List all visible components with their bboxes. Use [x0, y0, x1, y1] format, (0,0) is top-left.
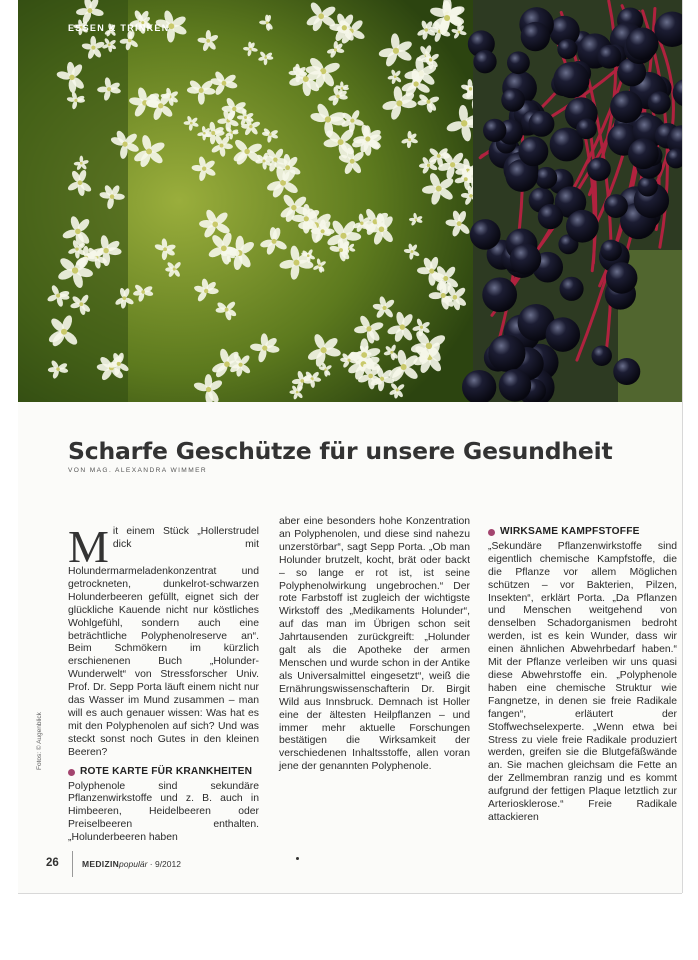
elderberry [648, 91, 671, 114]
article-headline: Scharfe Geschütze für unsere Gesundheit [68, 436, 613, 465]
elderberry [482, 277, 517, 312]
subhead-kampfstoffe-label: WIRKSAME KAMPFSTOFFE [500, 526, 640, 537]
magazine-issue [82, 859, 181, 869]
elderberry [638, 176, 658, 196]
elderberry [488, 335, 525, 372]
paragraph-column-3: „Sekundäre Pflanzenwirkstoffe sind eigentlich chemische Kampfstoffe, die die Pflanze vor allem Möglichen schützen – vor Bakterien, Pilzen, Insekten“, erklärt Porta. „Da Pflanzen und Menschen weitgehend von denselben Schadorganismen bedroht werden, ist es kein Wunder, dass wir einen ähnlichen Abwehrbedarf haben.“ Mit der Pflanze verleiben wir uns quasi diese Abwehrstoffe ein. „Polyphenole haben eine chemische Struktur wie Fangnetze, in denen sie freie Radikale fangen“, erläutert der Stoffwechselexperte. „Wenn etwa bei Stress zu viele freie Radikale produziert werden, greifen sie die Blutgefäßwände an. Sie machen gleichsam die Fette an der Zellmembran ranzig und es kommt aufgrund der fettigen Plaque letztlich zur Arteriosklerose.“ Freie Radikale attackieren [488, 540, 677, 823]
subhead-kampfstoffe [488, 526, 677, 539]
page-footer [18, 843, 682, 883]
elderberry [559, 277, 583, 301]
subhead-rote-karte-label: ROTE KARTE FÜR KRANKHEITEN [80, 765, 253, 777]
elderberry [507, 51, 530, 74]
elderberry [597, 45, 621, 69]
magazine-name: MEDIZIN [82, 859, 120, 869]
elderberry [473, 50, 496, 73]
text-column-2 [279, 516, 470, 774]
byline: VON MAG. ALEXANDRA WIMMER [68, 467, 208, 474]
text-column-1 [68, 521, 259, 845]
elderberry [521, 22, 550, 51]
footer-dot [296, 857, 299, 860]
elderberry [483, 119, 506, 142]
elderberry [576, 118, 597, 139]
elderberry [538, 204, 563, 229]
elderberry [604, 194, 628, 218]
elderberry [546, 317, 581, 352]
magazine-page [18, 0, 682, 893]
elderberry [557, 39, 577, 59]
elderberry [499, 369, 531, 401]
elderberry [626, 27, 659, 60]
elderflower-elderberry-photo [18, 0, 682, 402]
subhead-rote-karte [68, 766, 259, 779]
elderberry [510, 243, 541, 274]
elderberry [628, 138, 659, 169]
elderberry [529, 111, 555, 137]
elderberry [518, 136, 548, 166]
photo-credit: Fotos: © Augenblick [36, 712, 43, 770]
elderberry [606, 262, 638, 294]
elderberry [613, 358, 640, 385]
elderberry [610, 91, 642, 123]
elderberry [470, 219, 501, 250]
intro-paragraph: it einem Stück „Hollerstrudel dick mit Holundermarmeladenkonzentrat und getrockneten, dunkelrot-schwarzen Holunderbeeren gefüllt, eignet sich der glückliche Kauende nicht nur köstliches Wohlgefühl, sondern auch eine beträchtliche Polyphenolreserve an“. Beim Schmökern im kürzlich erschienenen Buch „Holunder-Wunderwelt“ von Stressforscher Univ. Prof. Dr. Sepp Porta läuft einem nicht nur das Wasser im Mund zusammen – man will es auch genauer wissen: Was hat es mit den Polyphenolen auf sich? Und was steckt sonst noch Gutes in den kleinen Beeren? [68, 526, 259, 758]
paragraph-column-2: aber eine besonders hohe Konzentration an Polyphenolen, und diese sind nahezu unzerstörbar“, sagt Sepp Porta. „Ob man Holunder brutzelt, kocht, brät oder backt – so lange er rot ist, ist seine Polyphenolwirkung ungebrochen.“ Der rote Farbstoff ist zugleich der wichtigste Wirkstoff des „Medikaments Holunder“, auf das man im Übrigen schon seit Jahrtausenden zurückgreift: „Holunder galt als die Apotheke der armen Menschen und wurde schon in der Antike als Universalmittel eingesetzt“, weiß die Ernährungswissenschafterin Dr. Birgit Wild aus Innsbruck. Demnach ist Holler eine der ältesten Heilpflanzen – und immer mehr aktuelle Forschungen bestätigen die Wirksamkeit der verschiedenen Inhaltsstoffe, allen voran jene der genannten Polyphenole. [279, 516, 470, 773]
elderberry [535, 167, 557, 189]
bullet-icon [488, 529, 495, 536]
footer-divider [72, 851, 73, 877]
drop-cap: M [68, 521, 109, 572]
elderberry [587, 157, 611, 181]
elderberry [600, 240, 621, 261]
section-label: ESSEN & TRINKEN [68, 23, 170, 33]
bullet-icon [68, 769, 75, 776]
elderberry [591, 345, 611, 365]
text-column-3 [488, 526, 677, 825]
elderberry [566, 210, 599, 243]
magazine-name-italic: populär [119, 859, 148, 869]
issue-number: · 9/2012 [149, 859, 181, 869]
elderberry [553, 62, 589, 98]
elderberry [501, 88, 525, 112]
paragraph-polyphenole: Polyphenole sind sekundäre Pflanzenwirkstoffe und z. B. auch in Himbeeren, Heidelbeeren oder Preiselbeeren enthalten. „Holunderbeeren haben [68, 780, 259, 844]
page-number: 26 [46, 857, 59, 869]
